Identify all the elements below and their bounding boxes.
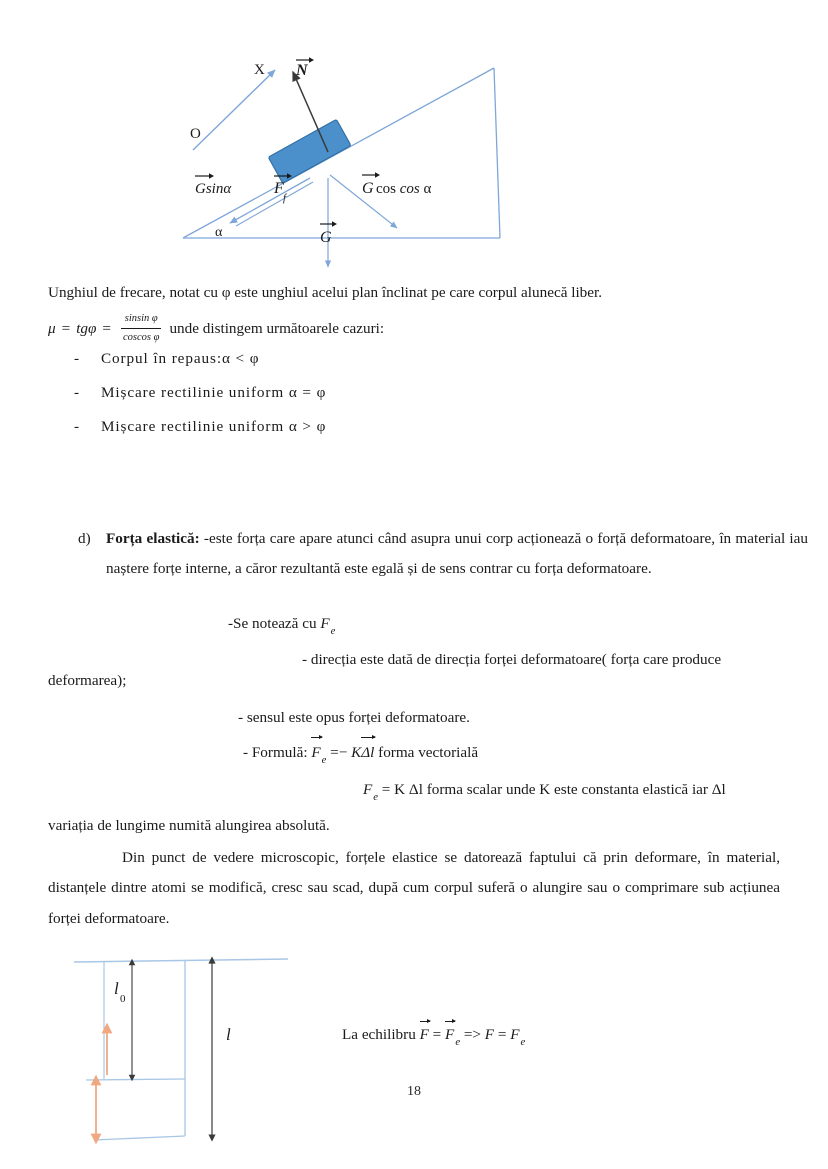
label-X: X	[254, 62, 265, 78]
label-N-group	[295, 57, 314, 79]
inclined-plane-figure	[150, 30, 550, 280]
list-bullet: -	[74, 418, 80, 436]
label-Gcos-G: G	[362, 180, 374, 197]
paragraph-microscopic: Din punct de vedere microscopic, forțele elastice se datorează faptului că prin deformare, în material, distanțele dintre atomi se modifică, cresc sau scad, după cum corpul suferă o alungire sau o comprimare sub acțiunea forței deformatoare.	[48, 849, 780, 927]
equilibrium-scalar-F: F	[484, 1026, 495, 1043]
mu-equals-2: =	[102, 319, 111, 337]
scalar-F: F	[363, 781, 373, 798]
formula-F-subscript: e	[321, 754, 327, 766]
mu-symbol: μ	[48, 319, 56, 337]
mu-tg: tgφ	[76, 319, 97, 337]
label-N: N	[296, 62, 308, 79]
direction-continuation: deformarea);	[48, 672, 127, 690]
line-formula-vectorial	[243, 742, 478, 769]
axis-OX	[193, 70, 275, 150]
notation-subscript-e: e	[330, 625, 336, 637]
label-l0-subscript: 0	[120, 993, 126, 1005]
list-marker-d: d)	[78, 530, 91, 547]
equilibrium-scalar-Fe-subscript: e	[520, 1036, 526, 1048]
label-Ff-sub: f	[283, 193, 286, 204]
formula-constant-K: K	[351, 744, 362, 761]
list-bullet: -	[74, 384, 80, 402]
formula-prefix: - Formulă:	[243, 744, 312, 761]
notation-symbol-F: F	[320, 615, 330, 632]
equilibrium-equals-1: =	[428, 1026, 446, 1043]
spring-bottom-line	[94, 1136, 185, 1140]
equilibrium-equals-2: =	[494, 1026, 511, 1043]
line-formula-scalar	[363, 779, 726, 806]
label-Gsin: Gsinα	[195, 181, 232, 197]
equilibrium-Fe-subscript: e	[455, 1036, 461, 1048]
label-Gcos-group	[362, 172, 432, 197]
list-item-label: Mișcare rectilinie uniform α = φ	[101, 384, 327, 402]
label-Gsin-group	[195, 173, 232, 197]
scalar-F-subscript: e	[373, 791, 378, 803]
vector-Ff	[230, 178, 310, 223]
formula-equals-minus: =−	[326, 744, 352, 761]
label-l: l	[226, 1025, 231, 1044]
mu-equals-1: =	[61, 319, 71, 337]
spring-elongation-figure	[70, 950, 310, 1155]
paragraph-unghiul-de-frecare: Unghiul de frecare, notat cu φ este unghiul acelui plan înclinat pe care corpul alunecă liber.	[48, 284, 603, 301]
formula-tail: forma vectorială	[374, 744, 479, 761]
formula-vector-F: F	[311, 742, 320, 763]
label-G: G	[320, 229, 332, 246]
line-sense: - sensul este opus forței deformatoare.	[238, 709, 470, 726]
list-item	[48, 384, 748, 402]
triangle-right-side	[494, 68, 500, 238]
equilibrium-vector-Fe: F	[445, 1026, 455, 1043]
label-l0-group	[114, 979, 126, 1005]
list-item	[48, 418, 748, 436]
scalar-body-text: = K Δl forma scalar unde K este constanta elastică iar Δl	[378, 781, 726, 798]
list-item	[48, 350, 748, 368]
label-Gcos-rest: cos cos α	[376, 181, 432, 197]
list-bullet: -	[74, 350, 80, 367]
line-notation	[228, 613, 335, 640]
mu-denominator: coscos φ	[121, 328, 161, 346]
formula-vector-delta-l: Δl	[361, 742, 374, 763]
spring-mid-line	[86, 1079, 185, 1080]
equilibrium-scalar-Fe: F	[510, 1026, 520, 1043]
equilibrium-implies: =>	[460, 1026, 485, 1043]
section-forta-elastica	[78, 524, 808, 585]
mu-numerator: sinsin φ	[124, 313, 158, 324]
label-l0: l	[114, 979, 119, 998]
formula-coefficient-of-friction	[48, 311, 788, 347]
block-on-incline	[268, 119, 351, 183]
line-variatia: variația de lungime numită alungirea absolută.	[48, 817, 330, 834]
list-item-label: Corpul în repaus:α < φ	[101, 350, 260, 367]
equilibrium-prefix: La echilibru	[342, 1026, 420, 1043]
mu-fraction	[121, 311, 161, 347]
equilibrium-expression	[342, 1026, 525, 1048]
line-direction	[48, 649, 780, 692]
equilibrium-vector-F: F	[419, 1026, 429, 1043]
label-Ff: F	[274, 180, 284, 197]
page-number: 18	[407, 1084, 421, 1099]
mu-tail-text: unde distingem următoarele cazuri:	[169, 319, 385, 337]
list-item-label: Mișcare rectilinie uniform α > φ	[101, 418, 327, 436]
friction-cases-list	[48, 350, 748, 453]
spring-top-support	[74, 959, 288, 962]
direction-text: - direcția este dată de direcția forței deformatoare( forța care produce	[302, 651, 722, 668]
label-O: O	[190, 126, 201, 142]
definition-forta-elastica: -este forța care apare atunci când asupra unui corp acționează o forță deformatoare, în material iau naștere forțe interne, a căror rezultantă este egală și de sens contrar cu forța deformatoare.	[106, 530, 808, 578]
term-forta-elastica: Forța elastică:	[106, 530, 200, 547]
notation-prefix: -Se notează cu	[228, 615, 321, 632]
label-alpha: α	[215, 225, 223, 240]
